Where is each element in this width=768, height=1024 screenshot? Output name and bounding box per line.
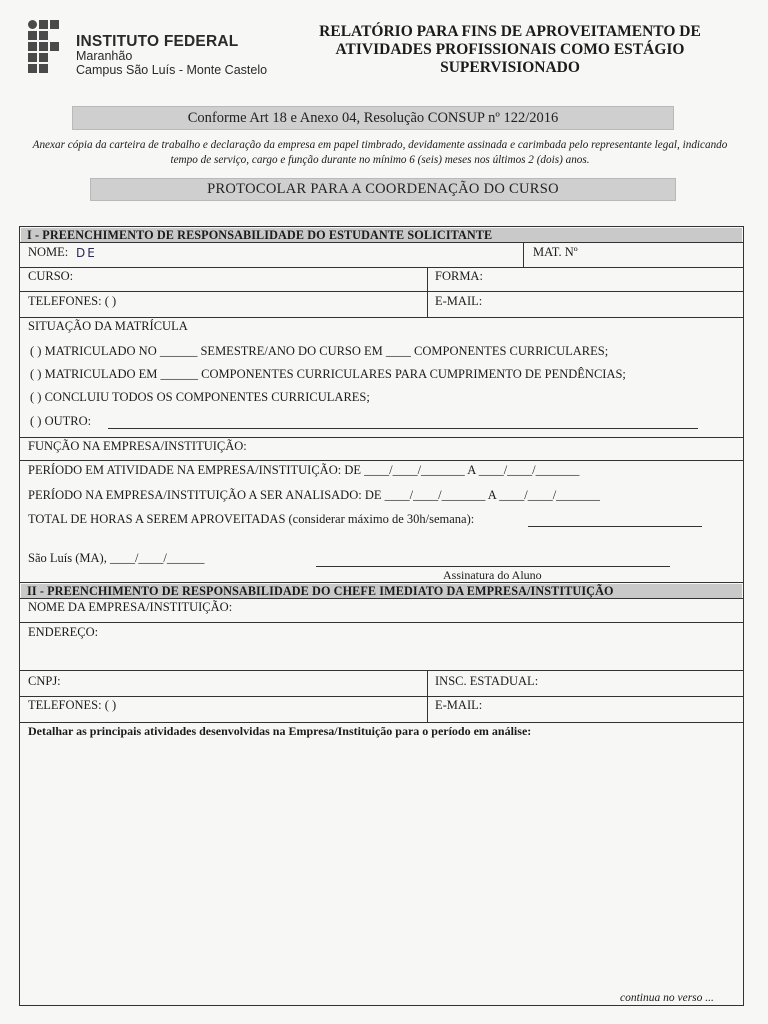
option-outro[interactable]: ( ) OUTRO: (30, 414, 92, 428)
telefones-label: TELEFONES: ( ) (28, 294, 117, 308)
divider (19, 460, 744, 461)
nome-field[interactable]: DE (76, 246, 97, 260)
divider (427, 267, 428, 317)
nome-empresa-label: NOME DA EMPRESA/INSTITUIÇÃO: (28, 600, 233, 614)
nome-label: NOME: (28, 245, 69, 259)
divider (19, 670, 744, 671)
forma-label: FORMA: (435, 269, 483, 283)
divider (19, 598, 744, 599)
divider (19, 582, 744, 583)
periodo-atividade: PERÍODO EM ATIVIDADE NA EMPRESA/INSTITUIÇÃO: DE ____/____/_______ A ____/____/_______ (28, 463, 580, 477)
section2-heading: II - PREENCHIMENTO DE RESPONSABILIDADE DO CHEFE IMEDIATO DA EMPRESA/INSTITUIÇÃO (21, 584, 742, 598)
reference-band: Conforme Art 18 e Anexo 04, Resolução CONSUP nº 122/2016 (72, 106, 674, 130)
divider (19, 291, 744, 292)
divider (19, 696, 744, 697)
instruction-note: Anexar cópia da carteira de trabalho e declaração da empresa em papel timbrado, devidamente assinada e carimbada pelo representante legal, indicando tempo de serviço, cargo e função durante no mínimo 6 (seis) meses nos últimos 2 (dois) anos. (32, 139, 728, 166)
atividades-field[interactable] (22, 742, 741, 987)
divider (19, 267, 744, 268)
periodo-analisado: PERÍODO NA EMPRESA/INSTITUIÇÃO A SER ANALISADO: DE ____/____/_______ A ____/____/_______ (28, 488, 600, 502)
option-matriculado-em[interactable]: ( ) MATRICULADO EM ______ COMPONENTES CURRICULARES PARA CUMPRIMENTO DE PENDÊNCIAS; (30, 367, 626, 381)
telefones2-label: TELEFONES: ( ) (28, 698, 117, 712)
option-matriculado-no[interactable]: ( ) MATRICULADO NO ______ SEMESTRE/ANO DO CURSO EM ____ COMPONENTES CURRICULARES; (30, 344, 609, 358)
signature-line (316, 566, 670, 567)
protocol-band: PROTOCOLAR PARA A COORDENAÇÃO DO CURSO (90, 178, 676, 201)
situacao-label: SITUAÇÃO DA MATRÍCULA (28, 319, 188, 333)
email2-label: E-MAIL: (435, 698, 483, 712)
total-horas-line (528, 526, 702, 527)
atividades-label: Detalhar as principais atividades desenvolvidas na Empresa/Instituição para o período em análise: (28, 724, 532, 738)
divider (19, 622, 744, 623)
institution-logo (28, 20, 68, 76)
divider (19, 722, 744, 723)
cnpj-label: CNPJ: (28, 674, 61, 688)
divider (19, 437, 744, 438)
option-concluiu[interactable]: ( ) CONCLUIU TODOS OS COMPONENTES CURRICULARES; (30, 390, 370, 404)
section1-heading: I - PREENCHIMENTO DE RESPONSABILIDADE DO ESTUDANTE SOLICITANTE (21, 228, 742, 242)
institution-state: Maranhão (76, 49, 133, 63)
outro-line (108, 428, 698, 429)
local-data: São Luís (MA), ____/____/______ (28, 551, 205, 565)
curso-label: CURSO: (28, 269, 74, 283)
divider (19, 242, 744, 243)
funcao-label: FUNÇÃO NA EMPRESA/INSTITUIÇÃO: (28, 439, 247, 453)
continue-note: continua no verso ... (620, 992, 714, 1004)
divider (523, 242, 524, 267)
endereco-label: ENDEREÇO: (28, 625, 99, 639)
total-horas: TOTAL DE HORAS A SEREM APROVEITADAS (considerar máximo de 30h/semana): (28, 512, 475, 526)
mat-label: MAT. Nº (533, 245, 578, 259)
assinatura-label: Assinatura do Aluno (443, 568, 542, 582)
divider (19, 317, 744, 318)
institution-campus: Campus São Luís - Monte Castelo (76, 63, 268, 77)
email-label: E-MAIL: (435, 294, 483, 308)
institution-name: INSTITUTO FEDERAL (76, 33, 239, 50)
document-title: RELATÓRIO PARA FINS DE APROVEITAMENTO DE ATIVIDADES PROFISSIONAIS COMO ESTÁGIO SUPERVISIONADO (319, 23, 701, 76)
insc-label: INSC. ESTADUAL: (435, 674, 539, 688)
